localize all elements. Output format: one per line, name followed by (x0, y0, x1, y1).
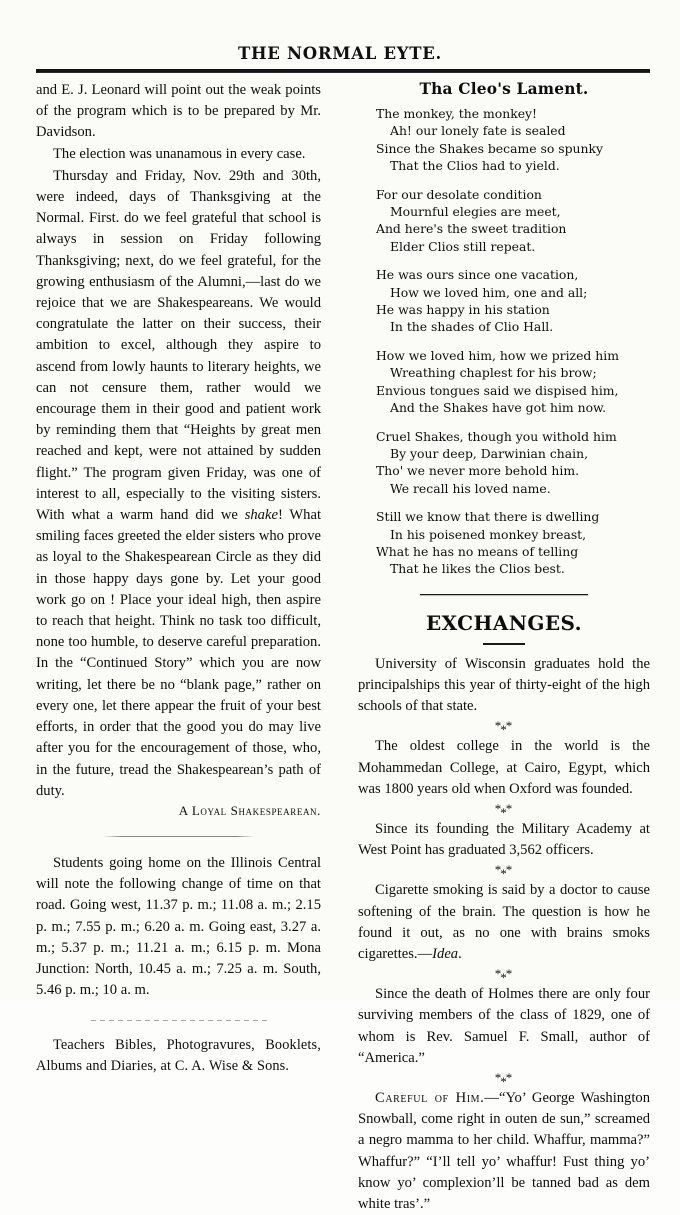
page-running-head: THE NORMAL EYTE. (238, 44, 442, 63)
poem-line: Wreathing chaplest for his brow; (390, 365, 597, 381)
paragraph-thanksgiving (36, 166, 321, 802)
star-left: * (494, 718, 503, 734)
star-middle: * (500, 866, 508, 882)
poem-line: That the Clios had to yield. (390, 158, 560, 174)
poem-stanza (358, 347, 650, 417)
exchange-item (358, 1088, 650, 1215)
poem-line: In his poisened monkey breast, (390, 526, 587, 542)
exchange-item-lead-in: Careful of Him. (375, 1090, 485, 1106)
star-right: * (505, 800, 514, 816)
poem-body (358, 105, 650, 578)
poem-line: By your deep, Darwinian chain, (390, 445, 589, 461)
star-right: * (505, 966, 514, 982)
poem-title: Tha Cleo's Lament. (419, 80, 589, 98)
poem-stanza (358, 508, 650, 578)
star-separator (358, 862, 650, 882)
exchange-source-attribution: Idea (432, 945, 459, 962)
star-middle: * (500, 970, 508, 986)
poem-line: Elder Clios still repeat. (390, 238, 536, 254)
star-right: * (505, 718, 514, 734)
poem-stanza (358, 266, 650, 336)
star-separator (358, 800, 650, 820)
exchange-item (358, 880, 650, 965)
advertisement-text: Teachers Bibles, Photogravures, Booklets, Albums and Diaries, at C. A. Wise & Sons. (36, 1037, 321, 1075)
exchange-text-tail: . (458, 945, 462, 962)
poem-line: And here's the sweet tradition (376, 221, 567, 237)
article-signature: A Loyal Shakespearean. (178, 802, 321, 818)
poem-line: And the Shakes have got him now. (390, 400, 607, 416)
poem-line: He was ours since one vacation, (376, 267, 579, 283)
star-middle: * (500, 804, 508, 820)
poem-line: What he has no means of telling (376, 543, 579, 559)
star-middle: * (500, 1074, 508, 1089)
paragraph-election: The election was unanamous in every case. (53, 146, 306, 163)
exchange-item: Since its founding the Military Academy at West Point has graduated 3,562 officers. (358, 820, 650, 859)
section-heading-rule-below (483, 643, 525, 645)
left-column (36, 80, 321, 1077)
poem-line: That he likes the Clios best. (390, 561, 565, 577)
poem-line: Tho' we never more behold him. (376, 463, 580, 479)
poem-line: In the shades of Clio Hall. (390, 319, 554, 335)
star-separator (358, 966, 650, 986)
paragraph-text-part-1: Thursday and Friday, Nov. 29th and 30th, were indeed, days of Thanksgiving at the Normal. First. do we feel grateful that school is always in session on Friday following Thanksgiving; next, do we feel grateful, for the growing enthusiasm of the Alumni,—last do we rejoice that we are Shakespeareans. We would congratulate the latter on their success, their ambition to excel, although they aspire to ascend from lowly haunts to literary heights, we can not censure them, rather would we encourage them in their good and patient work by reminding them that “Heights by great men reached and kept, were not attained by sudden flight.” The program given Friday, was one of interest to all, especially to the visiting sisters. With what a warm hand did we (36, 167, 321, 524)
section-heading-rule-above (420, 594, 588, 595)
star-middle: * (500, 722, 508, 738)
exchange-text: —“Yo’ George Washington Snowball, come right in outen de sun,” screamed a negro mamma to her child. Whaffur, mamma?” Whaffur?” “I’ll tell yo’ whaffur! Fust thing yo’ know yo’ complexion’ll be tanned bad as dem white tras’.” (358, 1090, 650, 1213)
star-separator (358, 1070, 650, 1089)
advertisement-divider-rule (91, 1020, 267, 1021)
star-separator (358, 718, 650, 738)
exchange-item: University of Wisconsin graduates hold the principalships this year of thirty-eight of the high schools of that state. (358, 655, 650, 715)
star-left: * (494, 966, 503, 982)
exchange-item: The oldest college in the world is the Mohammedan College, at Cairo, Egypt, which was 1800 years old when Oxford was founded. (358, 738, 650, 797)
poem-line: Since the Shakes became so spunky (376, 140, 603, 156)
poem-stanza (358, 186, 650, 256)
paragraph-railroad-times: Students going home on the Illinois Central will note the following change of time on that road. Going west, 11.37 p. m.; 11.08 a. m.; 2.15 p. m.; 7.55 p. m.; 6.20 a. m. Going east, 3.27 a. m.; 5.37 p. m.; 11.21 a. m.; 6.15 p. m. Mona Junction: North, 10.45 a. m.; 7.25 a. m. South, 5.46 p. m.; 10 a. m. (36, 854, 321, 999)
poem-line: For our desolate condition (376, 186, 542, 202)
poem-line: How we loved him, how we prized him (376, 347, 619, 363)
poem-line: How we loved him, one and all; (390, 284, 588, 300)
poem-line: The monkey, the monkey! (376, 106, 538, 121)
emphasis-shake: shake (244, 507, 278, 524)
poem-line: We recall his loved name. (390, 480, 551, 496)
exchange-text: Cigarette smoking is said by a doctor to cause softening of the brain. The question is how he found it out, as no one with brains smoks cigarettes.— (358, 882, 650, 962)
star-left: * (494, 800, 503, 816)
poem-line: Mournful elegies are meet, (390, 204, 561, 220)
poem-line: Cruel Shakes, though you withold him (376, 428, 617, 444)
section-divider-rule (103, 836, 255, 837)
paragraph-continuation: and E. J. Leonard will point out the weak points of the program which is to be prepared by Mr. Davidson. (36, 82, 321, 141)
poem-line: Still we know that there is dwelling (376, 509, 600, 525)
poem-line: Ah! our lonely fate is sealed (390, 123, 566, 139)
poem-line: He was happy in his station (376, 302, 550, 318)
right-column (358, 80, 650, 1215)
paragraph-text-part-2: ! What smiling faces greeted the elder sisters who prove as loyal to the Shakespearean Circle as they did in those happy days gone by. Let your good work go on ! Place your ideal high, then aspire to reach that height. Think no task too difficult, none too humble, to deserve careful preparation. In the “Continued Story” which you are now writing, let there be no “blank page,” rather on every one, let there appear the fruit of your best efforts, in order that the good you do may live after you for the encouragement of those, who, in the future, tread the Shakespearean’s path of duty. (36, 507, 321, 799)
masthead-rule (36, 69, 650, 73)
poem-stanza (358, 428, 650, 498)
section-heading-exchanges: EXCHANGES. (425, 610, 583, 635)
star-left: * (494, 862, 503, 878)
star-right: * (505, 862, 514, 878)
exchange-item: Since the death of Holmes there are only four surviving members of the class of 1829, one of whom is Rev. Samuel F. Small, author of “America.” (358, 986, 650, 1066)
star-right: * (505, 1070, 514, 1085)
star-left: * (494, 1070, 503, 1085)
poem-stanza (358, 105, 650, 175)
poem-line: Envious tongues said we dispised him, (376, 382, 619, 398)
